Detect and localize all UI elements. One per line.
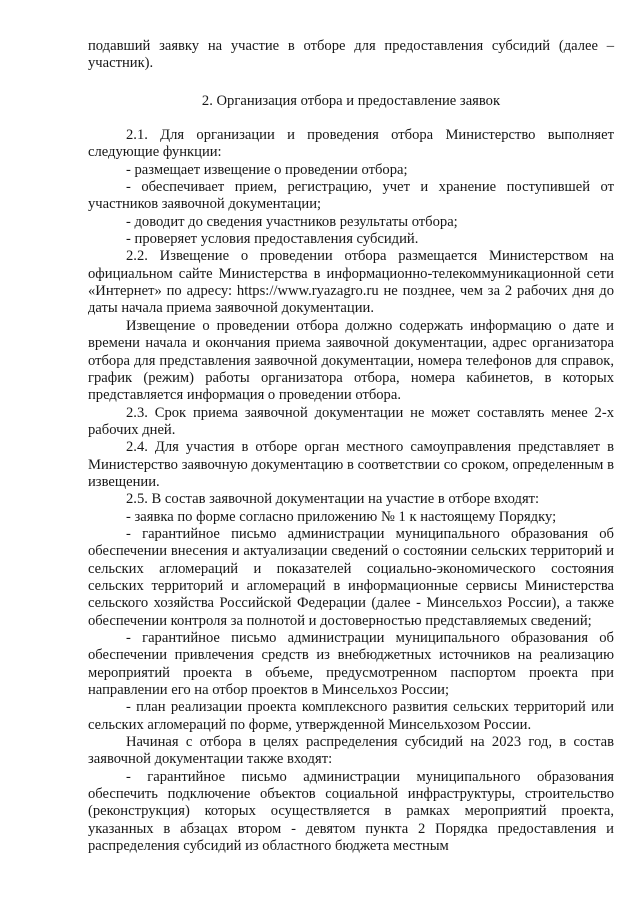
paragraph-participant: подавший заявку на участие в отборе для предоставления субсидий (далее – участник).	[88, 38, 614, 72]
list-item: - гарантийное письмо администрации муниципального образования обеспечить подключение объектов социальной инфраструктуры, строительство (реконструкция) которых осуществляется в рамках мероприятий проекта, указанных в абзацах втором - девятом пункта 2 Порядка предоставления и распределения субсидий из областного бюджета местным	[88, 768, 614, 855]
paragraph-2-4: 2.4. Для участия в отборе орган местного самоуправления представляет в Министерство заявочную документацию в соответствии со сроком, определенным в извещении.	[88, 439, 614, 490]
list-item: - доводит до сведения участников результаты отбора;	[126, 213, 458, 230]
paragraph-2-2: 2.2. Извещение о проведении отбора размещается Министерством на официальном сайте Министерства в информационно-телекоммуникационной сети «Интернет» по адресу: https://www.ryazagro.ru не позднее, чем за 2 рабочих дня до даты начала приема заявочной документации.	[88, 248, 614, 317]
section-heading: 2. Организация отбора и предоставление заявок	[201, 92, 501, 109]
paragraph-2023: Начиная с отбора в целях распределения субсидий на 2023 год, в состав заявочной документации также входят:	[88, 734, 614, 768]
paragraph-2-1: 2.1. Для организации и проведения отбора Министерство выполняет следующие функции:	[88, 127, 614, 161]
list-item: - гарантийное письмо администрации муниципального образования об обеспечении внесения и актуализации сведений о состоянии сельских территорий и сельских агломераций и показателей социально-экономического состояния сельских территорий и агломераций в информационные сервисы Министерства сельского хозяйства Российской Федерации (далее - Минсельхоз России), а также обеспечении контроля за полнотой и достоверностью представляемых сведений;	[88, 525, 614, 629]
list-item: - гарантийное письмо администрации муниципального образования об обеспечении привлечения средств из внебюджетных источников на реализацию мероприятий проекта в объеме, предусмотренном паспортом проекта при направлении его на отбор проектов в Минсельхоз России;	[88, 630, 614, 699]
list-item: - план реализации проекта комплексного развития сельских территорий или сельских агломераций по форме, утвержденной Минсельхозом России.	[88, 699, 614, 733]
list-item: - размещает извещение о проведении отбора;	[126, 161, 408, 178]
list-item: - проверяет условия предоставления субсидий.	[126, 231, 419, 248]
paragraph-notice-content: Извещение о проведении отбора должно содержать информацию о дате и времени начала и окончания приема заявочной документации, адрес организатора отбора для представления заявочной документации, номера телефонов для справок, график (режим) работы организатора отбора, номера кабинетов, в которых представляется информация о проведении отбора.	[88, 317, 614, 404]
list-item: - заявка по форме согласно приложению № 1 к настоящему Порядку;	[126, 508, 557, 525]
paragraph-2-3: 2.3. Срок приема заявочной документации не может составлять менее 2-х рабочих дней.	[88, 404, 614, 438]
paragraph-2-5: 2.5. В состав заявочной документации на участие в отборе входят:	[126, 491, 540, 508]
list-item: - обеспечивает прием, регистрацию, учет и хранение поступившей от участников заявочной документации;	[88, 179, 614, 213]
